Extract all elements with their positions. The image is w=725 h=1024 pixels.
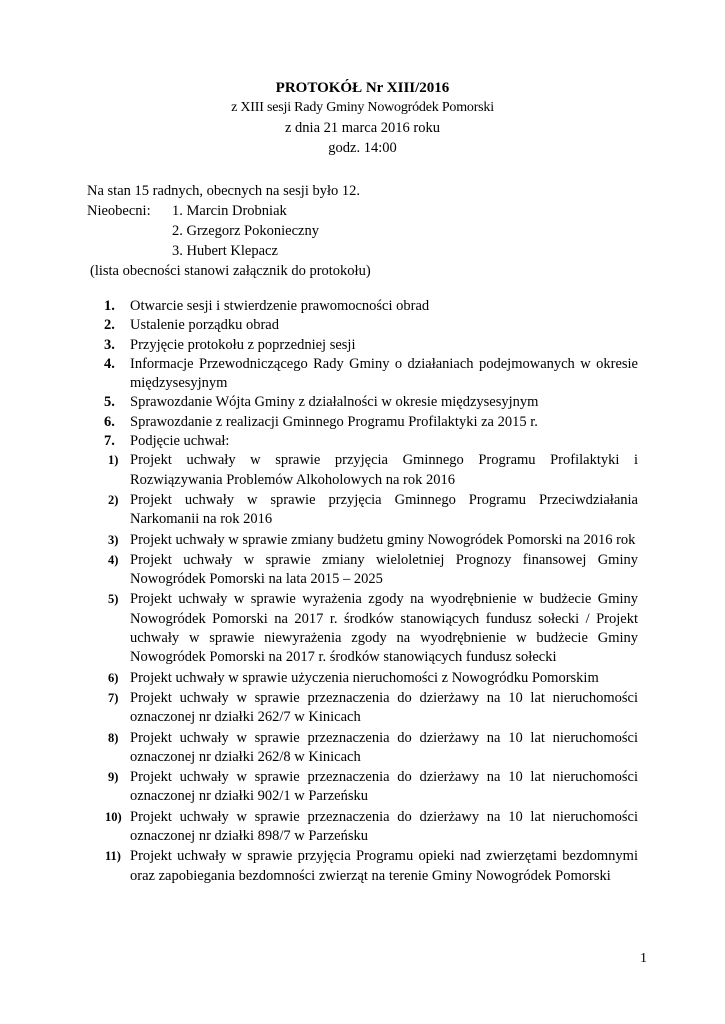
agenda-item: [98, 297, 638, 316]
absent-member: 3. Hubert Klepacz: [172, 243, 278, 259]
agenda-number: 2.: [104, 317, 115, 334]
agenda-list: [98, 297, 638, 887]
resolution-item: [98, 729, 638, 768]
agenda-text: Przyjęcie protokołu z poprzedniej sesji: [130, 336, 356, 353]
resolution-text: Projekt uchwały w sprawie zmiany wieloletniej Prognozy finansowej Gminy Nowogródek Pomorski na lata 2015 – 2025: [130, 551, 638, 588]
agenda-number: 5.: [104, 394, 115, 411]
date-line: z dnia 21 marca 2016 roku: [284, 120, 441, 136]
agenda-text: Sprawozdanie Wójta Gminy z działalności w okresie międzysesyjnym: [130, 394, 539, 411]
agenda-item: [98, 432, 638, 451]
resolution-item: [98, 847, 638, 886]
absent-member: 1. Marcin Drobniak: [172, 203, 287, 219]
agenda-text: Ustalenie porządku obrad: [130, 317, 279, 334]
agenda-number: 1.: [104, 298, 115, 314]
resolution-text: Projekt uchwały w sprawie przeznaczenia do dzierżawy na 10 lat nieruchomości oznaczonej nr działki 262/7 w Kinicach: [130, 689, 638, 726]
page-number: 1: [640, 951, 647, 966]
resolution-number: 8): [108, 730, 119, 745]
resolution-text: Projekt uchwały w sprawie przyjęcia Gminnego Programu Profilaktyki i Rozwiązywania Problemów Alkoholowych na rok 2016: [130, 452, 638, 488]
resolution-text: Projekt uchwały w sprawie użyczenia nieruchomości z Nowogródku Pomorskim: [130, 669, 599, 686]
agenda-number: 3.: [104, 336, 115, 353]
resolution-item: [98, 808, 638, 847]
agenda-item: [98, 355, 638, 394]
time-line: godz. 14:00: [328, 140, 397, 156]
agenda-number: 7.: [104, 433, 115, 450]
resolution-item: [98, 768, 638, 807]
resolution-text: Projekt uchwały w sprawie przyjęcia Programu opieki nad zwierzętami bezdomnymi oraz zapobiegania bezdomności zwierząt na terenie Gminy Nowogródek Pomorski: [130, 848, 638, 884]
agenda-item: [98, 393, 638, 412]
resolution-text: Projekt uchwały w sprawie przeznaczenia do dzierżawy na 10 lat nieruchomości oznaczonej nr działki 898/7 w Parzeńsku: [130, 808, 638, 845]
resolution-text: Projekt uchwały w sprawie wyrażenia zgody na wyodrębnienie w budżecie Gminy Nowogródek Pomorski na 2017 r. środków stanowiących fundusz sołecki / Projekt uchwały w sprawie niewyrażenia zgody na wyodrębnienie w budżecie Gminy Nowogródek Pomorski na 2017 r. środków stanowiących fundusz sołecki: [130, 591, 638, 666]
resolution-number: 1): [108, 453, 119, 468]
resolution-item: [98, 689, 638, 728]
resolution-number: 9): [108, 770, 119, 785]
resolution-item: [98, 669, 638, 688]
agenda-item: [98, 316, 638, 335]
document-title: PROTOKÓŁ Nr XIII/2016: [275, 80, 450, 96]
resolution-text: Projekt uchwały w sprawie przeznaczenia do dzierżawy na 10 lat nieruchomości oznaczonej nr działki 262/8 w Kinicach: [130, 729, 638, 765]
absent-label: Nieobecni:: [87, 203, 151, 219]
resolution-item: [98, 491, 638, 530]
agenda-number: 4.: [104, 355, 115, 372]
resolution-number: 2): [108, 492, 119, 507]
resolution-text: Projekt uchwały w sprawie przyjęcia Gminnego Programu Przeciwdziałania Narkomanii na rok 2016: [130, 491, 638, 528]
resolution-number: 4): [108, 552, 119, 567]
agenda-item: [98, 413, 638, 432]
resolution-number: 10): [105, 809, 122, 824]
resolution-item: [98, 551, 638, 590]
resolution-number: 6): [108, 670, 119, 685]
agenda-text: Podjęcie uchwał:: [130, 433, 230, 450]
attendance-summary: Na stan 15 radnych, obecnych na sesji było 12.: [87, 183, 361, 199]
agenda-text: Otwarcie sesji i stwierdzenie prawomocności obrad: [130, 298, 430, 314]
resolution-number: 7): [108, 690, 119, 705]
resolution-text: Projekt uchwały w sprawie zmiany budżetu gminy Nowogródek Pomorski na 2016 rok: [130, 531, 636, 548]
session-line: z XIII sesji Rady Gminy Nowogródek Pomorski: [231, 100, 494, 115]
resolution-item: [98, 590, 638, 667]
absent-member: 2. Grzegorz Pokonieczny: [172, 223, 319, 239]
agenda-number: 6.: [104, 413, 115, 430]
resolution-text: Projekt uchwały w sprawie przeznaczenia do dzierżawy na 10 lat nieruchomości oznaczonej nr działki 902/1 w Parzeńsku: [130, 769, 638, 805]
agenda-text: Informacje Przewodniczącego Rady Gminy o działaniach podejmowanych w okresie międzysesyjnym: [130, 355, 638, 392]
attendance-section: [87, 182, 645, 282]
resolution-item: [98, 531, 638, 550]
resolution-item: [98, 451, 638, 490]
document-header: [0, 78, 725, 158]
agenda-text: Sprawozdanie z realizacji Gminnego Programu Profilaktyki za 2015 r.: [130, 413, 538, 430]
resolution-number: 11): [105, 849, 121, 864]
agenda-item: [98, 336, 638, 355]
attendance-note: (lista obecności stanowi załącznik do protokołu): [90, 263, 371, 279]
resolution-number: 5): [108, 592, 119, 607]
resolution-number: 3): [108, 532, 119, 547]
